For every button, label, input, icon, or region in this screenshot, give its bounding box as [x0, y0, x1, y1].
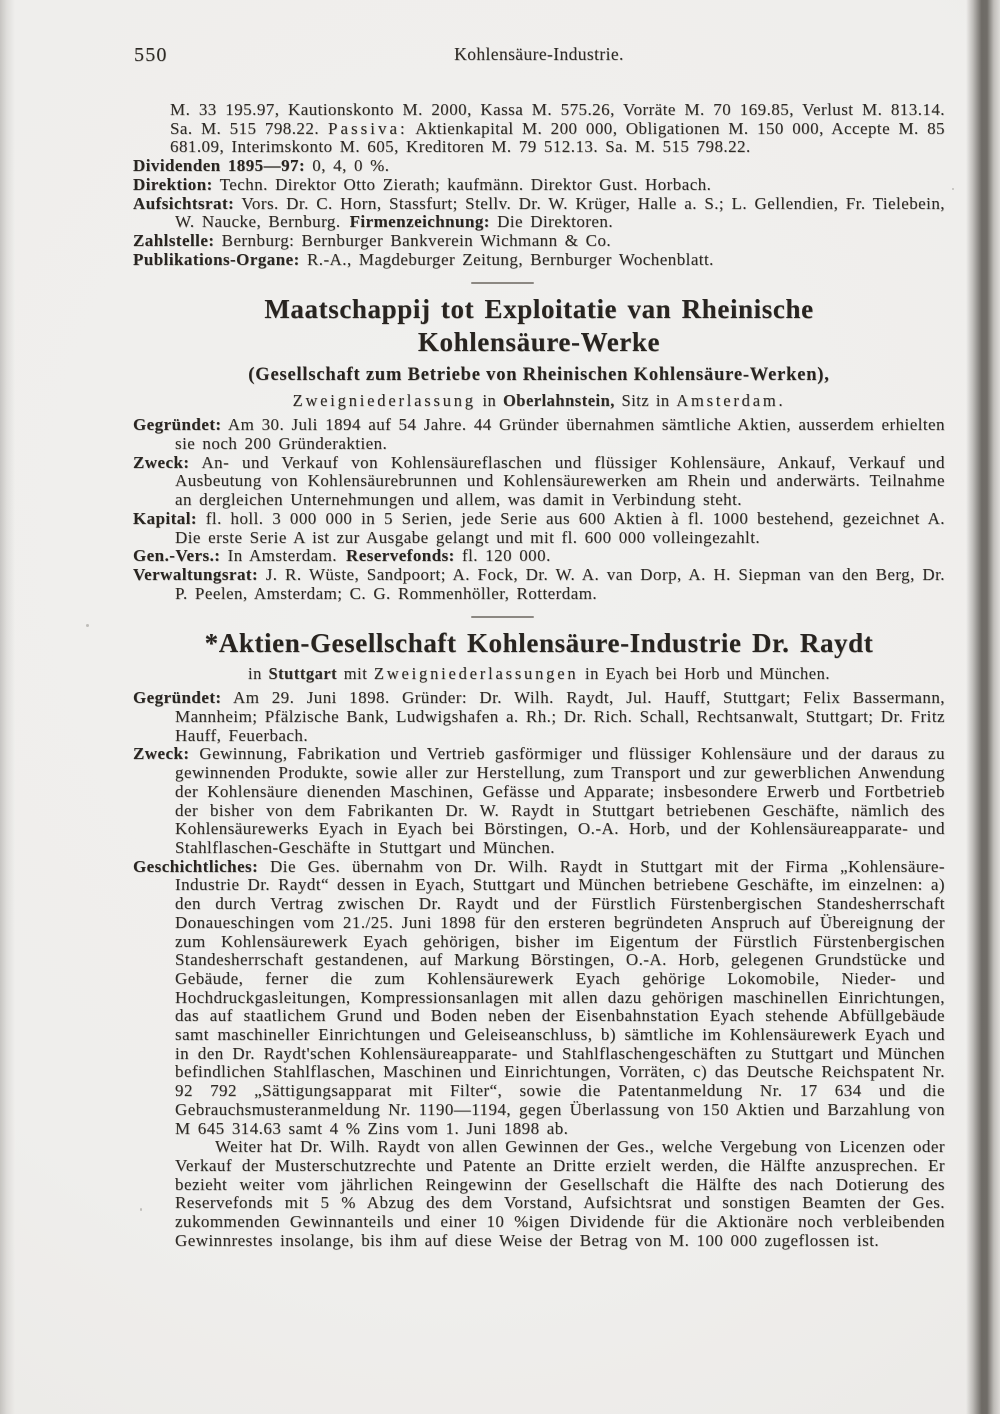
entry-text-2: fl. 120 000. — [454, 546, 551, 566]
entry-text: fl. holl. 3 000 000 in 5 Serien, jede Serie aus 600 Aktien à fl. 1000 bestehend, gezeichnet A. Die erste Serie A ist zur Ausgabe gelangt und mit fl. 600 000 volleingezahlt. — [175, 508, 945, 547]
entry-text: In Amsterdam. — [220, 546, 338, 566]
company-title — [133, 293, 945, 359]
entry-label: Zahlstelle: — [133, 230, 215, 250]
entry-gegruendet — [133, 689, 945, 745]
company-title: *Aktien-Gesellschaft Kohlensäure-Industrie Dr. Raydt — [204, 628, 874, 659]
entry-text-2: Die Direktoren. — [489, 212, 614, 232]
company-entries — [133, 689, 945, 1250]
entry-aufsichtsrat — [133, 195, 945, 232]
entry-label: Kapital: — [133, 508, 198, 528]
entry-label: Publikations-Organe: — [133, 249, 300, 269]
location-text: in — [248, 664, 269, 684]
page-number: 550 — [134, 44, 168, 66]
entry-text: Techn. Direktor Otto Zierath; kaufmänn. Direktor Gust. Horbach. — [212, 174, 712, 194]
scan-speck — [952, 188, 954, 190]
entry-kapital — [133, 510, 945, 547]
section-raydt — [133, 627, 945, 1250]
section-continuation — [133, 101, 945, 269]
entry-label: Gegründet: — [133, 415, 222, 435]
entry-text: Bernburg: Bernburger Bankverein Wichmann & Co. — [214, 230, 612, 250]
balance-text-2: Aktienkapital M. 200 000, Obligationen M. 150 000, Accepte M. 85 681.09, Interimskonto M. 605, Kreditoren M. 79 512.13. Sa. M. 515 798.22. — [170, 118, 945, 157]
scan-gutter-shadow — [966, 0, 1000, 1414]
text-column — [133, 44, 945, 1250]
entry-text: Gewinnung, Fabrikation und Vertrieb gasförmiger und flüssiger Kohlensäure und der daraus zu gewinnenden Produkte, sowie aller zur Herstellung, zum Transport und zur gewerblichen Anwendung der Kohlensäure dienenden Maschinen, Gefässe und Apparate; insbesondere Erwerb und Fortbetrieb der bisher von dem Fabrikanten Dr. W. Raydt in Stuttgart betriebenen Geschäfte, nämlich des Kohlensäurewerks Eyach in Eyach bei Börstingen, O.-A. Horb, und der Kohlensäureapparate- und Stahlflaschen-Geschäfte in Stuttgart und München. — [175, 744, 945, 857]
entry-label: Geschichtliches: — [133, 856, 259, 876]
location-spaced-text: Amsterdam. — [676, 391, 786, 411]
passiva-label: Passiva: — [328, 118, 408, 138]
entry-publikations-organe — [133, 251, 945, 270]
location-place-bold: Stuttgart — [268, 664, 338, 684]
entry-zweck — [133, 745, 945, 857]
section-divider — [471, 282, 534, 284]
entry-dividenden — [133, 157, 945, 176]
entry-text: 0, 4, 0 %. — [305, 156, 390, 176]
entry-label: Dividenden 1895—97: — [133, 156, 306, 176]
location-text: Sitz in — [614, 391, 677, 411]
company-title-line-1: Maatschappij tot Exploitatie van Rheinische — [264, 294, 814, 325]
entry-text: Vors. Dr. C. Horn, Stassfurt; Stellv. Dr. W. Krüger, Halle a. S.; L. Gellendien, Fr. Tielebein, W. Naucke, Bernburg. — [175, 193, 945, 232]
entry-gen-vers — [133, 547, 945, 566]
paragraph-weiter: Weiter hat Dr. Wilh. Raydt von allen Gewinnen der Ges., welche Vergebung von Licenzen oder Verkauf der Musterschutzrechte und Patente an Dritte erzielt werden, die Hälfte anzusprechen. Er bezieht weiter vom jährlichen Reingewinn der Gesellschaft die Hälfte des nach Dotierung des Reservefonds mit 5 % Abzug des dem Vorstand, Aufsichtsrat und sonstigen Beamten der Ges. zukommenden Gewinnanteils und einer 10 %igen Dividende für die Aktionäre noch verbleibenden Gewinnrestes insolange, bis ihm auf diese Weise der Betrag von M. 100 000 zugeflossen ist. — [175, 1137, 945, 1250]
entry-label: Zweck: — [133, 744, 190, 764]
scan-speck — [86, 624, 89, 627]
entry-verwaltungsrat — [133, 566, 945, 603]
entry-gegruendet — [133, 416, 945, 453]
company-title-line-2: Kohlensäure-Werke — [417, 327, 661, 358]
entry-label: Verwaltungsrat: — [133, 564, 259, 584]
balance-text-1: M. 33 195.97, Kautionskonto M. 2000, Kassa M. 575.26, Vorräte M. 70 169.85, Verlust M. 813.14. Sa. M. 515 798.22. — [170, 100, 945, 138]
company-subtitle: (Gesellschaft zum Betriebe von Rheinischen Kohlensäure-Werken), — [248, 365, 830, 386]
section-maatschappij — [133, 293, 945, 603]
entry-label: Zweck: — [133, 452, 190, 472]
entry-text: Am 29. Juni 1898. Gründer: Dr. Wilh. Raydt, Jul. Hauff, Stuttgart; Felix Bassermann, Mannheim; Pfälzische Bank, Ludwigshafen a. Rh.; Dr. Rich. Schall, Rechtsanwalt, Stuttgart; Dr. Fritz Hauff, Feuerbach. — [175, 688, 945, 745]
balance-paragraph — [133, 101, 945, 157]
entry-zahlstelle — [133, 232, 945, 251]
entry-geschichtliches — [133, 858, 945, 1139]
location-text: in — [475, 391, 503, 411]
location-text: in Eyach bei Horb und München. — [578, 664, 830, 684]
entry-inline-label: Firmenzeichnung: — [349, 212, 490, 232]
location-text: mit — [337, 664, 374, 684]
location-spaced-text: Zweigniederlassungen — [373, 664, 579, 684]
location-spaced-text: Zweigniederlassung — [292, 391, 476, 411]
entry-direktion — [133, 176, 945, 195]
entry-text: An- und Verkauf von Kohlensäureflaschen und flüssiger Kohlensäure, Ankauf, Verkauf und Ausbeutung von Kohlensäurebrunnen und Kohlensäurewerken am Rhein und anderwärts. Teilnahme an dergleichen Unternehmungen und allem, was damit in Verbindung steht. — [175, 452, 945, 510]
entry-text: Am 30. Juli 1894 auf 54 Jahre. 44 Gründer übernahmen sämtliche Aktien, ausserdem erhielten sie noch 200 Gründeraktien. — [175, 415, 945, 454]
running-title: Kohlensäure-Industrie. — [454, 44, 624, 64]
section-divider — [471, 616, 534, 618]
entry-inline-label: Reservefonds: — [346, 546, 455, 566]
company-location — [133, 390, 945, 411]
entry-text: J. R. Wüste, Sandpoort; A. Fock, Dr. W. A. van Dorp, A. H. Siepman van den Berg, Dr. P. Peelen, Amsterdam; C. G. Rommenhöller, Rotterdam. — [175, 564, 945, 603]
entry-label: Direktion: — [133, 174, 213, 194]
location-place-bold: Oberlahnstein, — [502, 391, 615, 411]
entry-zweck — [133, 454, 945, 510]
entry-label: Aufsichtsrat: — [133, 193, 235, 213]
scan-left-edge — [0, 0, 15, 1414]
company-location — [133, 663, 945, 684]
page-header — [133, 44, 945, 68]
entry-label: Gen.-Vers.: — [133, 546, 221, 566]
entry-text: R.-A., Magdeburger Zeitung, Bernburger Wochenblatt. — [299, 249, 714, 269]
entry-text: Die Ges. übernahm von Dr. Wilh. Raydt in Stuttgart mit der Firma „Kohlensäure-Industrie Dr. Raydt“ dessen in Eyach, Stuttgart und München betriebene Geschäfte, im einzelnen: a) den durch Vertrag zwischen Dr. Raydt und der Fürstlich Fürstenbergischen Standesherrschaft Donaueschingen vom 21./25. Juni 1898 für den ersteren begründeten Anspruch auf Übereignung der zum Kohlensäurewerk Eyach gehörigen, bisher im Eigentum der Fürstlich Fürstenbergischen Standesherrschaft gestandenen, auf Markung Börstingen, O.-A. Horb, gelegenen Grundstücke und Gebäude, ferner die zum Kohlensäurewerk Eyach gehörige Lokomobile, Nieder- und Hochdruckgasleitungen, Kompressionsanlagen mit allen dazu gehörigen maschinellen Einrichtungen, das auf staatlichem Grund und Boden neben der Eisenbahnstation Eyach stehende Abfüllgebäude samt maschineller Einrichtungen und Geleiseanschluss, b) sämtliche im Kohlensäurewerk Eyach und in den Dr. Raydt'schen Kohlensäureapparate- und Stahlflaschengeschäften zu Stuttgart und München befindlichen Stahlflaschen, Maschinen und Einrichtungen, Vorräten, c) das Deutsche Reichspatent Nr. 92 792 „Sättigungsapparat mit Filter“, sowie die Patentanmeldung Nr. 17 634 und die Gebrauchsmusteranmeldung Nr. 1190—1194, gegen Überlassung von 150 Aktien und Barzahlung von M 645 314.63 samt 4 % Zins vom 1. Juni 1898 ab. — [175, 856, 945, 1138]
company-entries — [133, 416, 945, 603]
entry-label: Gegründet: — [133, 688, 222, 708]
